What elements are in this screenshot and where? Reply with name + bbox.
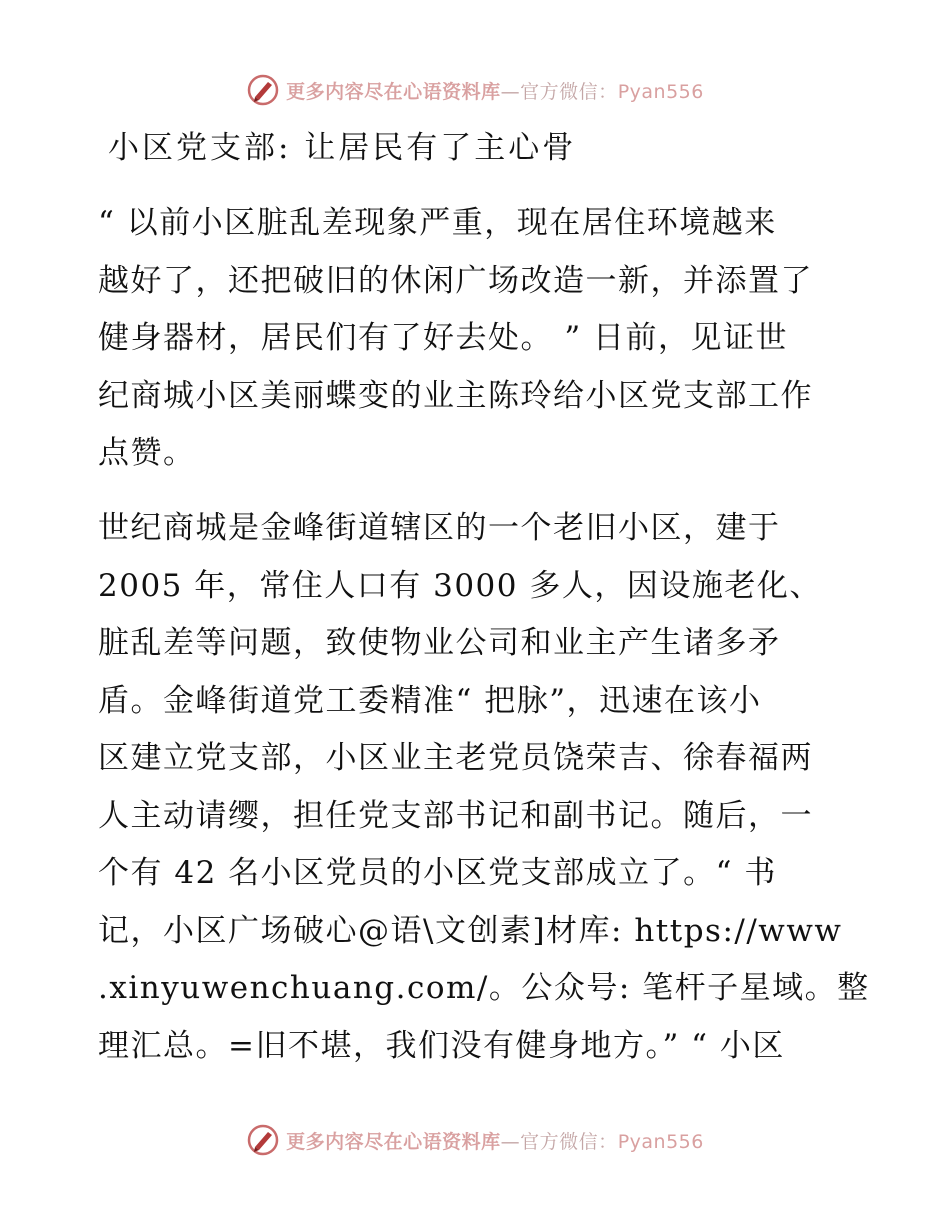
paragraph-line: 点赞。	[98, 435, 196, 471]
paragraph-line: 世纪商城是金峰街道辖区的一个老旧小区，建于	[98, 510, 781, 546]
paragraph-line: 人主动请缨，担任党支部书记和副书记。随后，一	[98, 797, 813, 834]
watermark-dash: —	[500, 1130, 521, 1153]
paragraph-line: 纪商城小区美丽蝶变的业主陈玲给小区党支部工作	[98, 377, 813, 414]
article-title: 小区党支部: 让居民有了主心骨	[108, 130, 577, 166]
watermark-text	[286, 77, 704, 104]
watermark-main: 更多内容尽在心语资料库	[286, 80, 501, 103]
watermark-text	[286, 1127, 704, 1154]
paragraph-line: .xinyuwenchuang.com/。公众号: 笔杆子星域。整	[98, 970, 870, 1006]
paragraph-line: 个有 42 名小区党员的小区党支部成立了。“ 书	[98, 855, 777, 891]
watermark-dash: —	[500, 80, 521, 103]
paragraph-line: 盾。金峰街道党工委精准“ 把脉”，迅速在该小	[98, 682, 762, 719]
paragraph-line: “ 以前小区脏乱差现象严重，现在居住环境越来	[98, 205, 777, 241]
paragraph-line: 2005 年，常住人口有 3000 多人，因设施老化、	[98, 567, 822, 604]
pen-circle-logo-icon	[246, 73, 280, 107]
watermark-wechat-id: Pyan556	[617, 80, 704, 103]
paragraph-line: 理汇总。=旧不堪，我们没有健身地方。” “ 小区	[98, 1027, 785, 1064]
watermark-official: 官方微信：	[520, 80, 618, 103]
paragraph-2	[98, 500, 870, 1075]
footer-watermark-banner	[0, 1120, 950, 1160]
paragraph-line: 越好了，还把破旧的休闲广场改造一新，并添置了	[98, 262, 813, 299]
paragraph-line: 健身器材，居民们有了好去处。 ” 日前，见证世	[98, 320, 789, 356]
paragraph-line: 区建立党支部，小区业主老党员饶荣吉、徐春福两	[98, 740, 813, 776]
paragraph-1	[98, 195, 858, 483]
watermark-official: 官方微信：	[520, 1130, 618, 1153]
watermark-main: 更多内容尽在心语资料库	[286, 1130, 501, 1153]
paragraph-line: 记，小区广场破心@语\文创素]材库: https://www	[98, 912, 843, 949]
watermark-wechat-id: Pyan556	[617, 1130, 704, 1153]
header-watermark-banner	[0, 70, 950, 110]
pen-circle-logo-icon	[246, 1123, 280, 1157]
paragraph-line: 脏乱差等问题，致使物业公司和业主产生诸多矛	[98, 625, 781, 661]
